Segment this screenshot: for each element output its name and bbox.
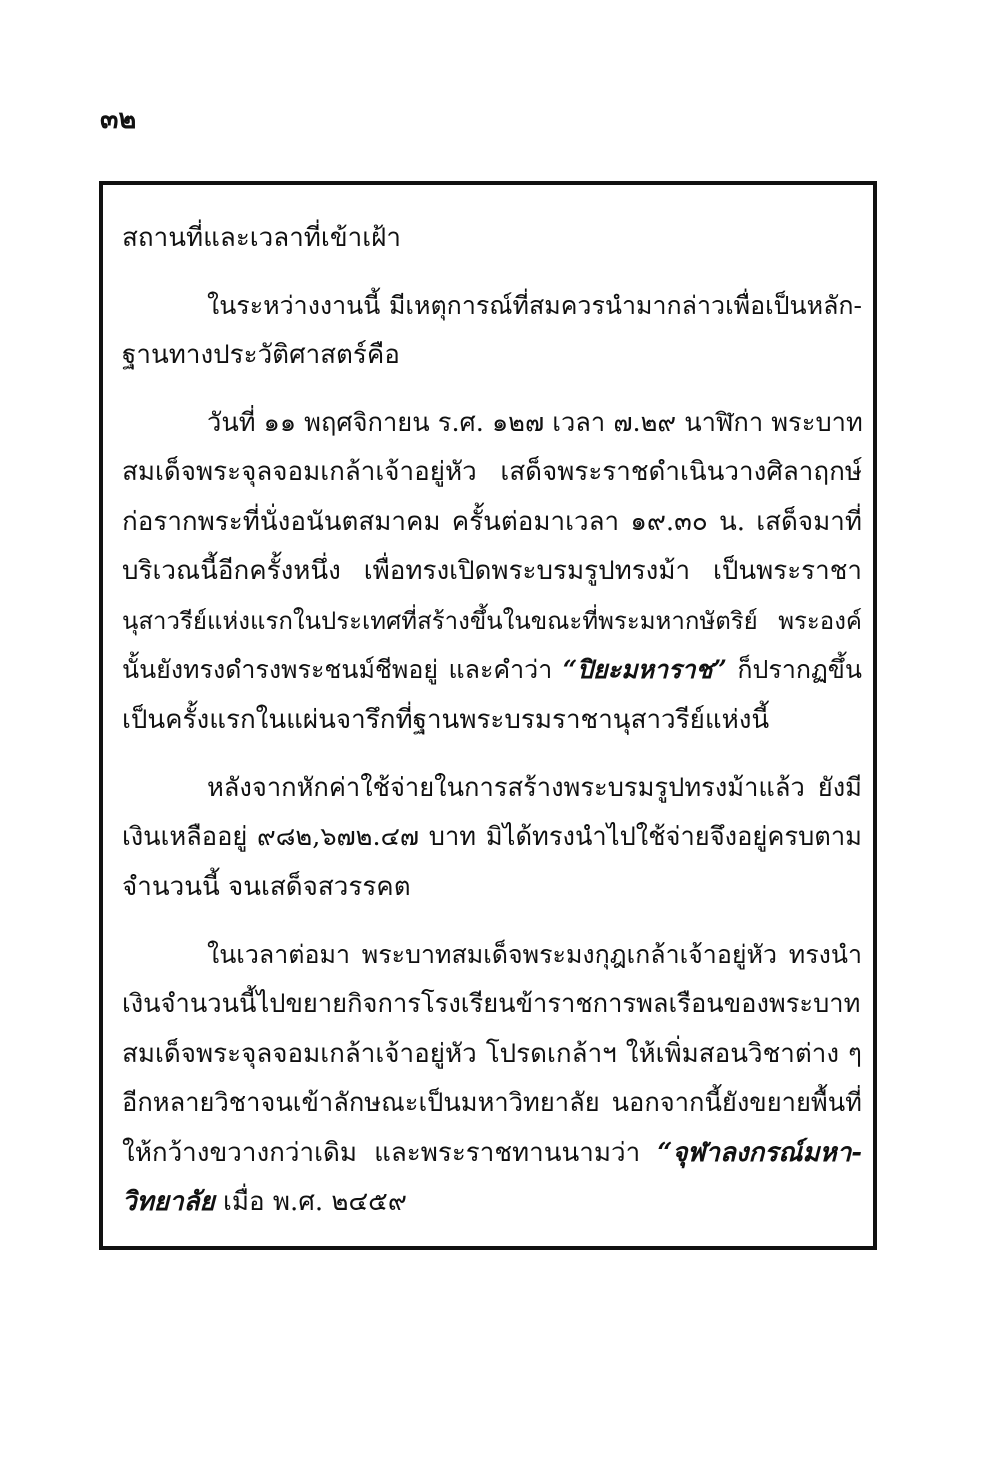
- paragraph-3-line-3: จำนวนนี้ จนเสด็จสวรรคต: [122, 872, 411, 902]
- paragraph-4-line-1: ในเวลาต่อมา พระบาทสมเด็จพระมงกุฎเกล้าเจ้าอยู่หัว ทรงนำ: [207, 940, 862, 969]
- paragraph-2-line-7: เป็นครั้งแรกในแผ่นจารึกที่ฐานพระบรมราชานุสาวรีย์แห่งนี้: [122, 705, 770, 735]
- paragraph-3-line-2: เงินเหลืออยู่ ๙๘๒,๖๗๒.๔๗ บาท มิได้ทรงนำไปใช้จ่ายจึงอยู่ครบตาม: [122, 822, 862, 852]
- emphasis-text: วิทยาลัย: [122, 1187, 215, 1217]
- paragraph-2-line-2: สมเด็จพระจุลจอมเกล้าเจ้าอยู่หัว เสด็จพระราชดำเนินวางศิลาฤกษ์: [122, 457, 862, 487]
- line-text: ก็ปรากฏขึ้น: [726, 655, 862, 684]
- emphasis-text: “ปิยะมหาราช”: [562, 655, 727, 684]
- paragraph-4-line-6: [122, 1182, 862, 1222]
- section-heading: สถานที่และเวลาที่เข้าเฝ้า: [122, 223, 401, 253]
- page-number: ๓๒: [100, 104, 137, 135]
- line-text: นั้นยังทรงดำรงพระชนม์ชีพอยู่ และคำว่า: [122, 655, 563, 684]
- paragraph-2-line-6: [122, 650, 862, 690]
- line-text: ให้กว้างขวางกว่าเดิม และพระราชทานนามว่า: [122, 1138, 658, 1168]
- paragraph-2-line-3: ก่อรากพระที่นั่งอนันตสมาคม ครั้นต่อมาเวลา ๑๙.๓๐ น. เสด็จมาที่: [122, 507, 862, 537]
- emphasis-text: “จุฬาลงกรณ์มหา-: [657, 1138, 862, 1168]
- paragraph-3-line-1: หลังจากหักค่าใช้จ่ายในการสร้างพระบรมรูปทรงม้าแล้ว ยังมี: [207, 773, 862, 803]
- paragraph-1-line-1: ในระหว่างงานนี้ มีเหตุการณ์ที่สมควรนำมากล่าวเพื่อเป็นหลัก-: [207, 291, 862, 320]
- paragraph-4-line-4: อีกหลายวิชาจนเข้าลักษณะเป็นมหาวิทยาลัย นอกจากนี้ยังขยายพื้นที่: [122, 1088, 862, 1118]
- paragraph-2-line-4: บริเวณนี้อีกครั้งหนึ่ง เพื่อทรงเปิดพระบรมรูปทรงม้า เป็นพระราชา: [122, 556, 862, 586]
- paragraph-4-line-3: สมเด็จพระจุลจอมเกล้าเจ้าอยู่หัว โปรดเกล้าฯ ให้เพิ่มสอนวิชาต่าง ๆ: [122, 1039, 862, 1069]
- line-text: เมื่อ พ.ศ. ๒๔๕๙: [214, 1187, 407, 1217]
- text-box: [99, 181, 877, 1250]
- paragraph-4-line-2: เงินจำนวนนี้ไปขยายกิจการโรงเรียนข้าราชการพลเรือนของพระบาท: [122, 989, 861, 1019]
- paragraph-4-line-5: [122, 1133, 862, 1173]
- paragraph-2-line-1: วันที่ ๑๑ พฤศจิกายน ร.ศ. ๑๒๗ เวลา ๗.๒๙ นาฬิกา พระบาท: [207, 408, 863, 438]
- paragraph-1-line-2: ฐานทางประวัติศาสตร์คือ: [122, 340, 400, 370]
- paragraph-2-line-5: นุสาวรีย์แห่งแรกในประเทศที่สร้างขึ้นในขณะที่พระมหากษัตริย์ พระองค์: [122, 607, 862, 635]
